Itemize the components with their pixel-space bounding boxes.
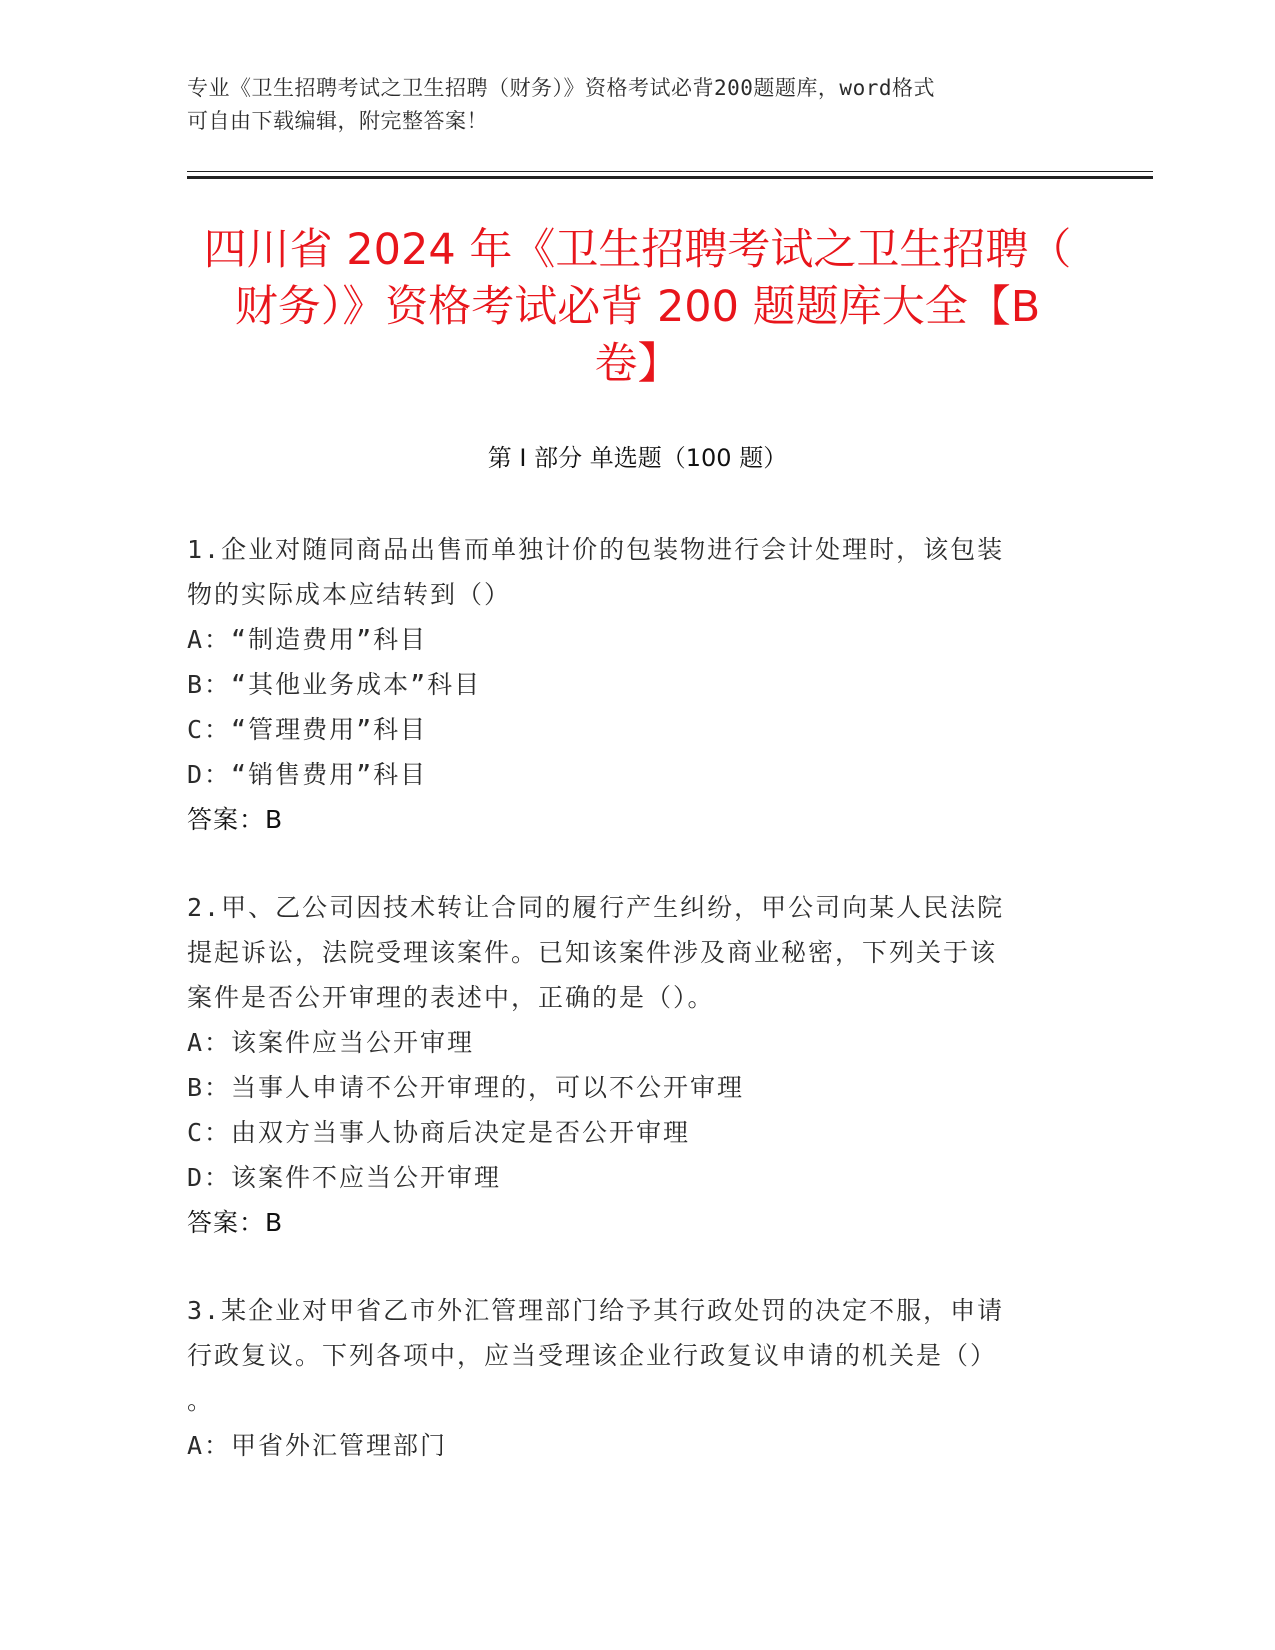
question-1 bbox=[187, 527, 1087, 842]
document-title bbox=[150, 222, 1125, 393]
question-stem-line: 1.企业对随同商品出售而单独计价的包装物进行会计处理时，该包装 bbox=[187, 535, 1005, 564]
option-d: D：“销售费用”科目 bbox=[187, 760, 428, 789]
question-stem-line: 物的实际成本应结转到（） bbox=[187, 580, 512, 609]
header-rule-thick bbox=[187, 176, 1153, 179]
answer: 答案：B bbox=[187, 1208, 284, 1237]
option-c: C：由双方当事人协商后决定是否公开审理 bbox=[187, 1118, 691, 1147]
header-note bbox=[187, 72, 1067, 138]
option-d: D：该案件不应当公开审理 bbox=[187, 1163, 502, 1192]
option-a: A：“制造费用”科目 bbox=[187, 625, 428, 654]
option-c: C：“管理费用”科目 bbox=[187, 715, 428, 744]
question-stem-line: 提起诉讼，法院受理该案件。已知该案件涉及商业秘密，下列关于该 bbox=[187, 938, 998, 967]
question-stem-line: 。 bbox=[187, 1386, 215, 1415]
question-2 bbox=[187, 885, 1087, 1245]
title-line-1: 四川省 2024 年《卫生招聘考试之卫生招聘（ bbox=[203, 225, 1072, 275]
question-3 bbox=[187, 1288, 1087, 1468]
question-stem-line: 行政复议。下列各项中，应当受理该企业行政复议申请的机关是（） bbox=[187, 1341, 998, 1370]
option-b: B：“其他业务成本”科目 bbox=[187, 670, 482, 699]
question-stem-line: 案件是否公开审理的表述中，正确的是（）。 bbox=[187, 983, 715, 1012]
option-a: A：甲省外汇管理部门 bbox=[187, 1431, 448, 1460]
header-note-line-1: 专业《卫生招聘考试之卫生招聘（财务）》资格考试必背200题题库，word格式 bbox=[187, 76, 935, 100]
header-rule-thin bbox=[187, 171, 1153, 172]
question-stem-line: 2.甲、乙公司因技术转让合同的履行产生纠纷，甲公司向某人民法院 bbox=[187, 893, 1005, 922]
answer: 答案：B bbox=[187, 805, 284, 834]
header-note-line-2: 可自由下载编辑，附完整答案！ bbox=[187, 109, 488, 133]
title-line-3: 卷】 bbox=[594, 339, 681, 389]
question-stem-line: 3.某企业对甲省乙市外汇管理部门给予其行政处罚的决定不服，申请 bbox=[187, 1296, 1005, 1325]
option-a: A：该案件应当公开审理 bbox=[187, 1028, 475, 1057]
title-line-2: 财务）》资格考试必背 200 题题库大全【B bbox=[234, 282, 1041, 332]
section-heading: 第 I 部分 单选题（100 题） bbox=[487, 444, 788, 472]
question-list bbox=[187, 527, 1087, 1511]
option-b: B：当事人申请不公开审理的，可以不公开审理 bbox=[187, 1073, 745, 1102]
